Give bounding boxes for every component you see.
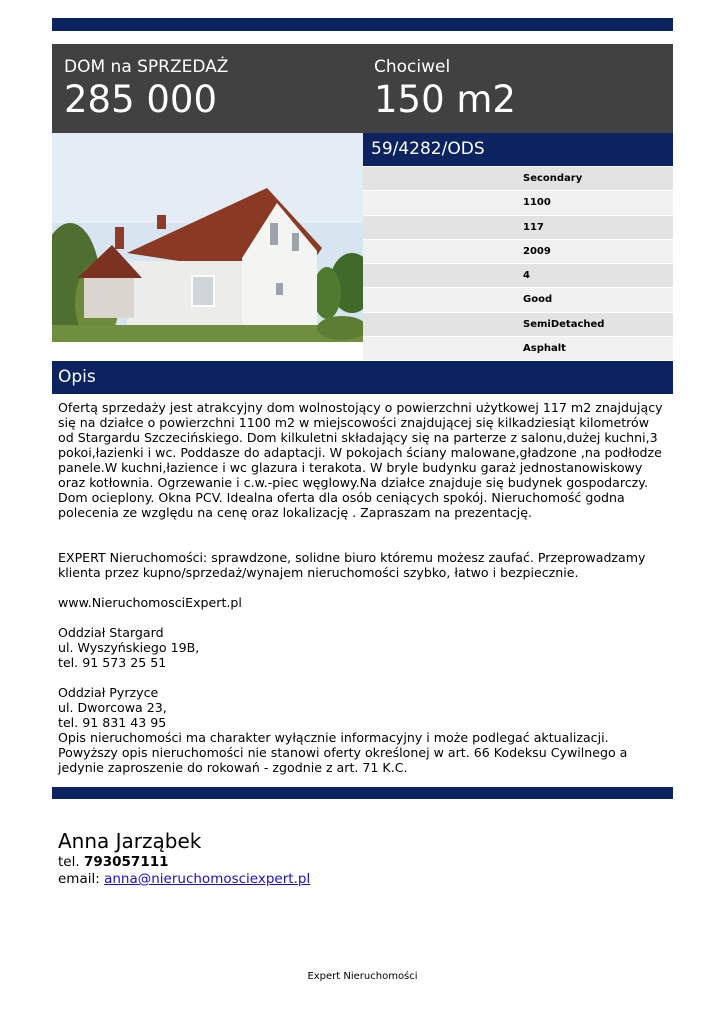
property-type-label: DOM na SPRZEDAŻ bbox=[64, 57, 229, 77]
description-main: Ofertą sprzedaży jest atrakcyjny dom wolnostojący o powierzchni użytkowej 117 m2 znajdujący się na działce o powierzchni 1100 m2 w miejscowości znajdującej się kilkadziesiąt kilometrów od Stargardu Szczecińskiego. Dom kilkuletni składający się na parterze z salonu,dużej kuchni,3 pokoi,łazienki i wc. Poddasze do adaptacji. W pokojach ściany malowane,gładzone ,na podłodze panele.W kuchni,łazience i wc glazura i terakota. W bryle budynku garaż jednostanowiskowy oraz kotłownia. Ogrzewanie i c.w.-piec węglowy.Na działce znajduje się budynek gospodarczy. Dom ocieplony. Okna PCV. Idealna oferta dla osób ceniących spokój. Nieruchomość godna polecenia ze względu na cenę oraz lokalizację . Zapraszam na prezentację. bbox=[58, 400, 663, 520]
office-stargard-name: Oddział Stargard bbox=[58, 625, 164, 640]
attribute-access-road: Asphalt bbox=[363, 336, 673, 360]
agent-phone: 793057111 bbox=[83, 854, 169, 870]
office-pyrzyce-address: ul. Dworcowa 23, bbox=[58, 700, 167, 715]
office-stargard-address: ul. Wyszyńskiego 19B, bbox=[58, 640, 200, 655]
attributes-table bbox=[363, 166, 673, 360]
city: Chociwel bbox=[374, 57, 451, 77]
bottom-accent-bar bbox=[52, 787, 673, 799]
agent-phone-label: tel. bbox=[58, 854, 80, 870]
attribute-usable-area: 117 bbox=[363, 215, 673, 239]
spacer bbox=[58, 520, 668, 550]
attribute-plot-area: 1100 bbox=[363, 190, 673, 214]
house-illustration bbox=[52, 133, 363, 342]
description-disclaimer: Opis nieruchomości ma charakter wyłącznie informacyjny i może podlegać aktualizacji. Powyższy opis nieruchomości nie stanowi oferty określonej w art. 66 Kodeksu Cywilnego a jedynie zaproszenie do rokowań - zgodnie z art. 71 K.C. bbox=[58, 730, 628, 775]
area: 150 m2 bbox=[374, 78, 516, 121]
footer: Expert Nieruchomości bbox=[307, 971, 418, 982]
spacer bbox=[58, 580, 668, 595]
agent-email-link[interactable]: anna@nieruchomosciexpert.pl bbox=[104, 871, 311, 887]
section-title: Opis bbox=[52, 361, 673, 394]
header-right bbox=[374, 56, 516, 120]
property-photo bbox=[52, 133, 363, 342]
office-stargard-phone: tel. 91 573 25 51 bbox=[58, 655, 167, 670]
spacer bbox=[58, 670, 668, 685]
office-pyrzyce-name: Oddział Pyrzyce bbox=[58, 685, 159, 700]
agent-phone-line bbox=[58, 854, 310, 871]
top-accent-bar bbox=[52, 18, 673, 31]
attribute-year-built: 2009 bbox=[363, 239, 673, 263]
description-website: www.NieruchomosciExpert.pl bbox=[58, 595, 242, 610]
spacer bbox=[58, 610, 668, 625]
attribute-rooms: 4 bbox=[363, 263, 673, 287]
price: 285 000 bbox=[64, 78, 218, 121]
office-pyrzyce-phone: tel. 91 831 43 95 bbox=[58, 715, 167, 730]
header-left bbox=[64, 56, 228, 120]
attribute-building-type: SemiDetached bbox=[363, 312, 673, 336]
attribute-condition: Good bbox=[363, 287, 673, 311]
agent-contact bbox=[58, 828, 310, 888]
listing-header bbox=[52, 44, 673, 133]
description-expert: EXPERT Nieruchomości: sprawdzone, solidne biuro któremu możesz zaufać. Przeprowadzamy klienta przez kupno/sprzedaż/wynajem nieruchomości szybko, łatwo i bezpiecznie. bbox=[58, 550, 646, 580]
attribute-market: Secondary bbox=[363, 166, 673, 190]
agent-name: Anna Jarząbek bbox=[58, 829, 202, 853]
agent-email-line bbox=[58, 871, 310, 888]
agent-email-label: email: bbox=[58, 871, 100, 887]
description bbox=[58, 400, 668, 775]
reference-number: 59/4282/ODS bbox=[363, 133, 673, 166]
